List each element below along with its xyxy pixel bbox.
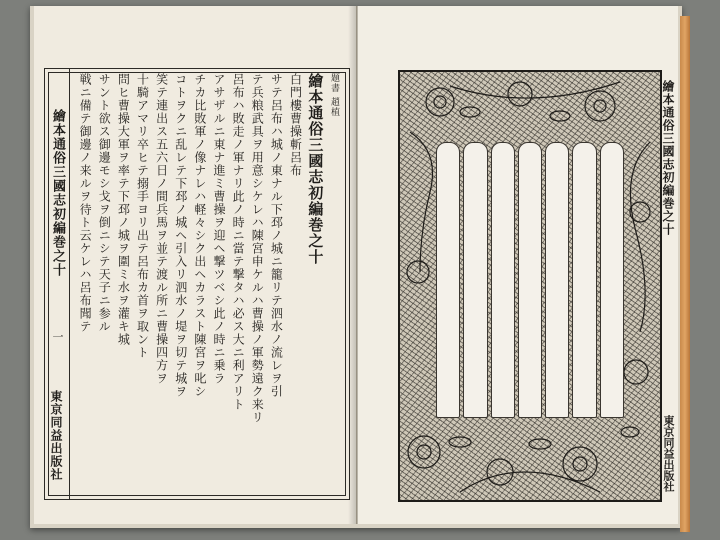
- label-panel: [545, 142, 569, 418]
- text-column: 呂布ハ敗走ノ軍ナリ此ノ時ニ當テ撃タハ必ス大ニ利アリト: [231, 73, 246, 411]
- label-panel: [572, 142, 596, 418]
- text-column: 問ヒ曹操大軍ヲ率テ下邳ノ城ヲ圍ミ水ヲ灌キ城: [116, 73, 131, 346]
- label-panel: [518, 142, 542, 418]
- text-column: サント欲ス御邊モシ戈ヲ倒ニシテ天子ニ参ル: [97, 73, 112, 333]
- open-book: [30, 6, 682, 528]
- floral-ornament-panel: [398, 70, 662, 502]
- text-columns: [77, 73, 343, 495]
- right-margin-band: [658, 70, 676, 498]
- text-column: 十騎アマリ卒ヒテ搦手ヨリ出テ呂布カ首ヲ取ント: [135, 73, 150, 359]
- label-panel: [436, 142, 460, 418]
- text-column: チカ比敗軍ノ像ナレハ軽々シク出ヘカラスト陳宮ヲ叱シ: [192, 73, 207, 398]
- margin-page-number: 一: [51, 331, 64, 342]
- text-column: 戦ニ備テ御邊ノ来ルヲ待ト云ケレハ呂布聞テ: [78, 73, 93, 333]
- section-caption: 白門樓曹操斬呂布: [288, 73, 303, 177]
- label-panel: [463, 142, 487, 418]
- blank-label-panels: [436, 142, 624, 418]
- page-edge-strip: [680, 16, 690, 532]
- text-column: 題書 趙植: [329, 73, 339, 117]
- right-margin-title: 繪本通俗三國志初編巻之十: [661, 80, 675, 236]
- left-page: [34, 6, 357, 524]
- text-frame: [44, 68, 350, 500]
- margin-book-title: 繪本通俗三國志初編巻之十: [50, 109, 65, 277]
- chapter-title: 繪本通俗三國志初編巻之十: [306, 73, 325, 265]
- page-margin-band: [45, 69, 70, 499]
- text-column: アサザルニ東ナ進ミ曹操ヲ迎ヘ撃ツベシ此ノ時ニ乗ラ: [212, 73, 226, 385]
- text-column: コトヲクニ乱レテ下邳ノ城ヘ引入リ泗水ノ堤ヲ切テ城ヲ: [173, 73, 188, 398]
- right-page: [358, 6, 678, 524]
- right-margin-publisher: 東京同益出版社: [662, 415, 675, 492]
- text-column: テ兵粮武具ヲ用意シケレハ陳宮申ケルハ曹操ノ軍勢遠ク来リ: [250, 73, 265, 424]
- label-panel: [600, 142, 624, 418]
- text-column: サテ呂布ハ城ノ東ナル下邳ノ城ニ籠リテ泗水ノ流レヲ引: [269, 73, 284, 398]
- margin-publisher: 東京同益出版社: [49, 390, 63, 481]
- text-column: 笑テ連出ス五六日ノ間兵馬ヲ並テ渡ル所ニ曹操四方ヲ: [154, 73, 169, 385]
- label-panel: [491, 142, 515, 418]
